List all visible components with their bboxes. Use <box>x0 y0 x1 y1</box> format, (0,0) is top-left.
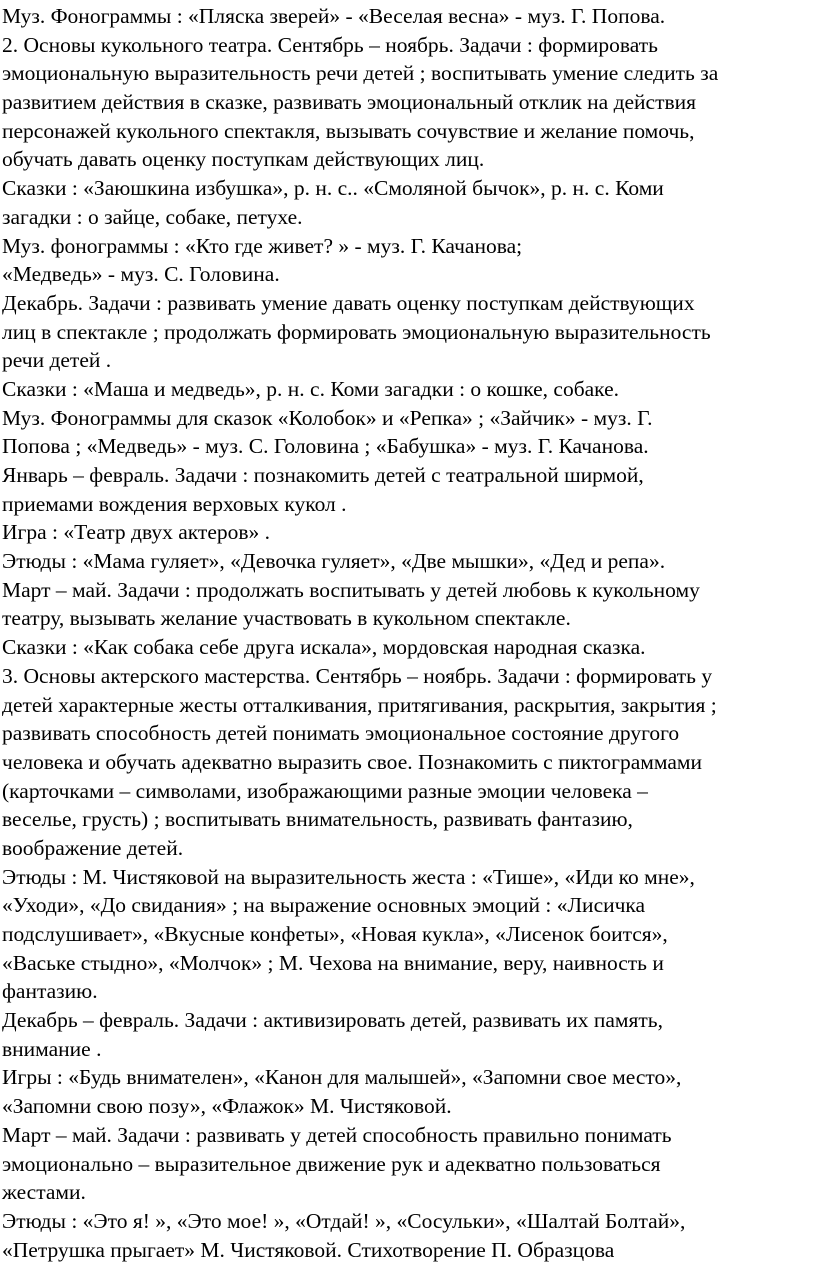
text-line: Сказки : «Как собака себе друга искала», мордовская народная сказка. <box>2 635 646 660</box>
text-line: речи детей . <box>2 348 112 373</box>
text-line: «Медведь» - муз. С. Головина. <box>2 262 280 287</box>
text-line: «Запомни свою позу», «Флажок» М. Чистяковой. <box>2 1094 452 1119</box>
text-line: Этюды : «Мама гуляет», «Девочка гуляет», «Две мышки», «Дед и репа». <box>2 549 666 574</box>
text-line: Декабрь. Задачи : развивать умение давать оценку поступкам действующих <box>2 290 695 315</box>
text-line: развивать способность детей понимать эмоциональное состояние другого <box>2 721 680 746</box>
text-line: Декабрь – февраль. Задачи : активизировать детей, развивать их память, <box>2 1008 663 1033</box>
text-line: персонажей кукольного спектакля, вызывать сочувствие и желание помочь, <box>2 118 695 143</box>
text-line: Январь – февраль. Задачи : познакомить детей с театральной ширмой, <box>2 463 644 487</box>
text-line: Муз. Фонограммы для сказок «Колобок» и «Репка» ; «Зайчик» - муз. Г. <box>2 405 653 430</box>
text-line: Попова ; «Медведь» - муз. С. Головина ; «Бабушка» - муз. Г. Качанова. <box>2 434 649 459</box>
text-line: развитием действия в сказке, развивать эмоциональный отклик на действия <box>2 90 697 115</box>
text-line: Сказки : «Заюшкина избушка», р. н. с.. «Смоляной бычок», р. н. с. Коми <box>2 176 664 201</box>
text-line: Муз. фонограммы : «Кто где живет? » - муз. Г. Качанова; <box>2 233 523 258</box>
text-line: Игра : «Театр двух актеров» . <box>2 520 271 545</box>
text-line: внимание . <box>2 1036 102 1061</box>
text-line: «Ваське стыдно», «Молчок» ; М. Чехова на внимание, веру, наивность и <box>2 950 664 975</box>
text-line: Муз. Фонограммы : «Пляска зверей» - «Веселая весна» - муз. Г. Попова. <box>2 4 666 28</box>
text-line: веселье, грусть) ; воспитывать внимательность, развивать фантазию, <box>2 807 633 832</box>
text-line: эмоциональную выразительность речи детей ; воспитывать умение следить за <box>2 61 719 86</box>
text-line: Сказки : «Маша и медведь», р. н. с. Коми загадки : о кошке, собаке. <box>2 376 620 401</box>
text-line: обучать давать оценку поступкам действующих лиц. <box>2 147 485 172</box>
text-line: Март – май. Задачи : продолжать воспитывать у детей любовь к кукольному <box>2 577 700 602</box>
text-line: фантазию. <box>2 979 98 1004</box>
text-line: Этюды : М. Чистяковой на выразительность жеста : «Тише», «Иди ко мне», <box>2 864 695 889</box>
text-line: человека и обучать адекватно выразить свое. Познакомить с пиктограммами <box>2 749 702 774</box>
text-line: «Уходи», «До свидания» ; на выражение основных эмоций : «Лисичка <box>2 893 646 918</box>
text-line: 3. Основы актерского мастерства. Сентябрь – ноябрь. Задачи : формировать у <box>2 663 713 688</box>
text-line: театру, вызывать желание участвовать в кукольном спектакле. <box>2 606 571 631</box>
text-line: воображение детей. <box>2 835 184 860</box>
text-line: «Петрушка прыгает» М. Чистяковой. Стихотворение П. Образцова <box>2 1237 615 1262</box>
text-line: лиц в спектакле ; продолжать формировать эмоциональную выразительность <box>2 319 711 344</box>
text-line: жестами. <box>2 1180 86 1205</box>
text-line: (карточками – символами, изображающими разные эмоции человека – <box>2 778 648 803</box>
text-line: эмоционально – выразительное движение рук и адекватно пользоваться <box>2 1151 661 1176</box>
text-line: 2. Основы кукольного театра. Сентябрь – ноябрь. Задачи : формировать <box>2 32 658 57</box>
text-line: Игры : «Будь внимателен», «Канон для малышей», «Запомни свое место», <box>2 1065 682 1090</box>
text-line: детей характерные жесты отталкивания, притягивания, раскрытия, закрытия ; <box>2 692 717 717</box>
text-line: подслушивает», «Вкусные конфеты», «Новая кукла», «Лисенок боится», <box>2 922 668 946</box>
text-line: Этюды : «Это я! », «Это мое! », «Отдай! », «Сосульки», «Шалтай Болтай», <box>2 1208 686 1233</box>
text-line: Март – май. Задачи : развивать у детей способность правильно понимать <box>2 1122 672 1147</box>
text-line: приемами вождения верховых кукол . <box>2 491 347 516</box>
text-line: загадки : о зайце, собаке, петухе. <box>2 204 303 229</box>
